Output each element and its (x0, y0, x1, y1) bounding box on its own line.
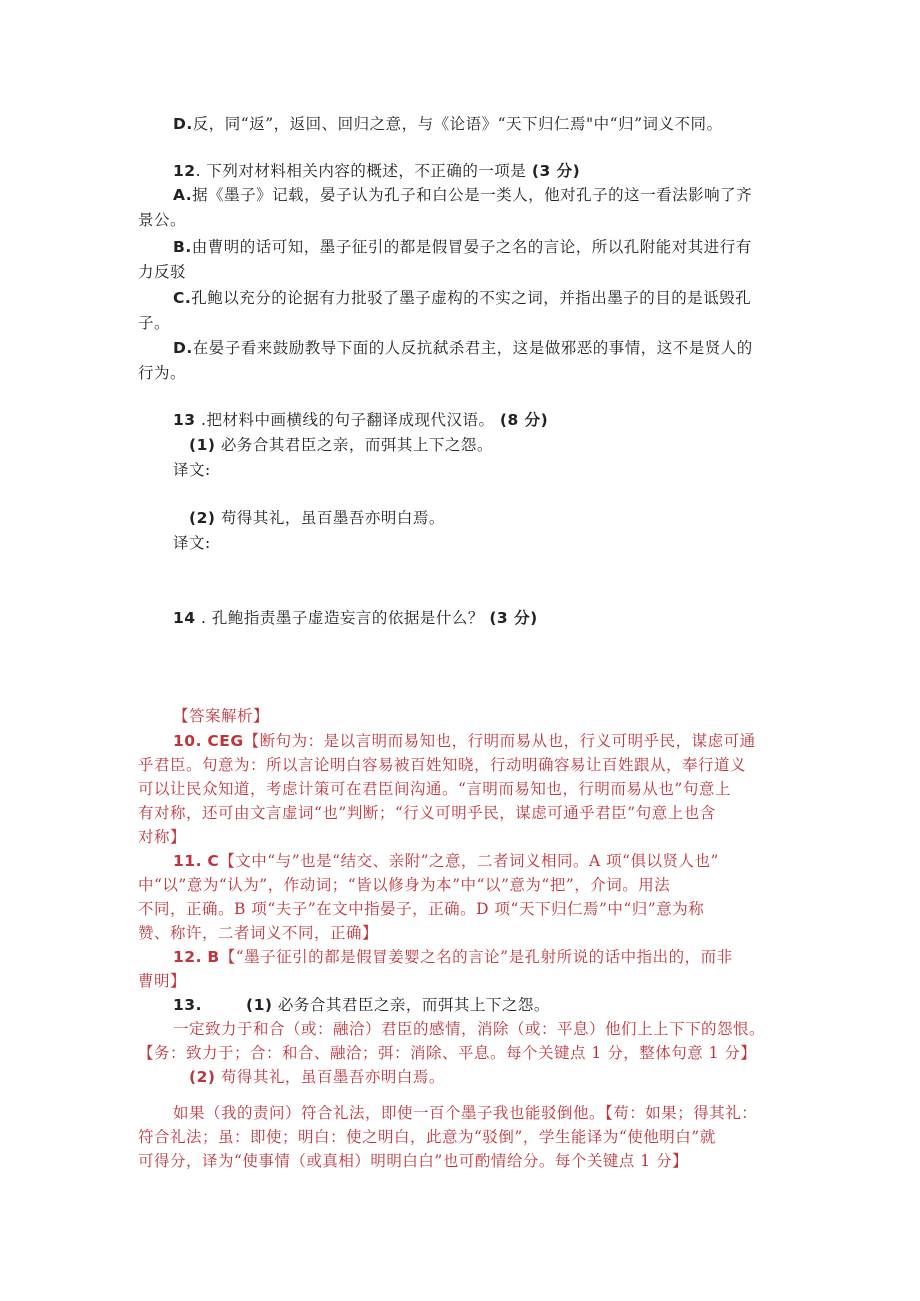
q13-item-2 (189, 506, 445, 530)
q13-stem (173, 408, 548, 432)
answer-code: C (207, 852, 220, 870)
question-number: 13 (173, 411, 196, 429)
q13-item-1 (189, 433, 493, 457)
option-text: 反，同“返”，返回、回归之意，与《论语》“天下归仁焉"中“归”词义不同。 (192, 115, 723, 133)
q12-option-a (173, 183, 752, 207)
answer-number: 13. (173, 996, 202, 1014)
answer-13-item-1 (246, 993, 550, 1017)
item-text: 苟得其礼，虽百墨吾亦明白焉。 (220, 509, 445, 527)
option-text: 在晏子看来鼓励教导下面的人反抗弑杀君主，这是做邪恶的事情，这不是贤人的 (192, 339, 753, 357)
answer-12 (173, 945, 733, 969)
answer-number: 10. (173, 732, 202, 750)
answer-number: 12. (173, 948, 202, 966)
item-number: (1) (246, 996, 273, 1014)
answer-13-item-2 (189, 1065, 445, 1089)
q12-option-c (173, 286, 751, 310)
q12-option-c-cont: 子。 (138, 314, 171, 332)
answer-10-line-4: 有对称，还可由文言虚词“也”判断；“行义可明乎民，谋虑可通乎君臣”句意上也含 (138, 804, 716, 822)
answer-10-line-3: 可以让民众知道，考虑计策可在君臣间沟通。“言明而易知也，行明而易从也”句意上 (138, 780, 731, 798)
answer-10-line-2: 乎君臣。句意为：所以言论明白容易被百姓知晓，行动明确容易让百姓跟从，奉行道义 (138, 756, 747, 774)
answer-line: 【文中“与”也是“结交、亲附”之意，二者词义相同。A 项“俱以贤人也” (219, 852, 719, 870)
q11-option-d (173, 112, 723, 136)
answer-code: CEG (207, 732, 244, 750)
answer-11-line-2: 中“以”意为“认为”，作动词；“皆以修身为本”中“以”意为“把”，介词。用法 (138, 876, 671, 894)
answer-line: 【断句为：是以言明而易知也，行明而易从也，行义可明乎民，谋虑可通 (243, 732, 756, 750)
answer-10-line-5: 对称】 (138, 828, 187, 846)
question-text: . 下列对材料相关内容的概述，不正确的一项是 (195, 162, 527, 180)
option-text: 由曹明的话可知，墨子征引的都是假冒晏子之名的言论，所以孔附能对其进行有 (191, 238, 752, 256)
option-label: A. (173, 186, 193, 204)
answer-10 (173, 729, 756, 753)
option-label: D. (173, 339, 193, 357)
answer-13-item-1-scoring: 【务：致力于；合：和合、融洽；弭：消除、平息。每个关键点 1 分，整体句意 1 分】 (138, 1044, 757, 1062)
answer-13-item-1-translation: 一定致力于和合（或：融洽）君臣的感情，消除（或：平息）他们上上下下的怨恨。 (173, 1020, 766, 1038)
question-score: (3 分) (531, 162, 581, 180)
question-text: . 孔鲍指责墨子虚造妄言的依据是什么？ (201, 609, 484, 627)
answer-11-line-4: 赞、称许，二者词义不同，正确】 (138, 924, 379, 942)
q12-option-d-cont: 行为。 (138, 364, 187, 382)
question-number: 12 (173, 162, 196, 180)
answers-heading: 【答案解析】 (173, 707, 270, 725)
q13-item-2-answer-label: 译文: (173, 534, 211, 552)
answer-13 (173, 993, 202, 1017)
q12-option-b-cont: 力反驳 (138, 263, 187, 281)
item-text: 必务合其君臣之亲，而弭其上下之怨。 (277, 996, 550, 1014)
item-text: 苟得其礼，虽百墨吾亦明白焉。 (220, 1068, 445, 1086)
option-label: D. (173, 115, 193, 133)
answer-11-line-3: 不同，正确。B 项“夫子”在文中指晏子，正确。D 项“天下归仁焉”中“归”意为称 (138, 900, 705, 918)
option-label: B. (173, 238, 192, 256)
answer-line: 【“墨子征引的都是假冒姜婴之名的言论”是孔射所说的话中指出的，而非 (219, 948, 733, 966)
answer-13-item-2-line-1: 如果（我的责问）符合礼法，即使一百个墨子我也能驳倒他。【苟：如果；得其礼： (173, 1104, 758, 1122)
item-number: (1) (189, 436, 216, 454)
item-number: (2) (189, 1068, 216, 1086)
q12-stem (173, 159, 580, 183)
answer-code: B (207, 948, 220, 966)
question-text: .把材料中画横线的句子翻译成现代汉语。 (201, 411, 495, 429)
q13-item-1-answer-label: 译文: (173, 461, 211, 479)
q12-option-b (173, 235, 752, 259)
question-score: (3 分) (489, 609, 538, 627)
answer-11 (173, 849, 719, 873)
item-number: (2) (189, 509, 216, 527)
q14-stem (173, 606, 538, 630)
answer-number: 11. (173, 852, 202, 870)
option-text: 孔鲍以充分的论据有力批驳了墨子虚构的不实之词，并指出墨子的目的是诋毁孔 (191, 289, 752, 307)
option-label: C. (173, 289, 192, 307)
answer-13-item-2-line-2: 符合礼法；虽：即使；明白：使之明白，此意为“驳倒”，学生能译为“使他明白”就 (138, 1128, 716, 1146)
answer-13-item-2-line-3: 可得分，译为“使事情（或真相）明明白白”也可酌情给分。每个关键点 1 分】 (138, 1152, 689, 1170)
option-text: 据《墨子》记载，晏子认为孔子和白公是一类人，他对孔子的这一看法影响了齐 (192, 186, 753, 204)
answer-12-line-2: 曹明】 (138, 972, 187, 990)
q12-option-d (173, 336, 753, 360)
item-text: 必务合其君臣之亲，而弭其上下之怨。 (220, 436, 493, 454)
q12-option-a-cont: 景公。 (138, 211, 187, 229)
question-score: (8 分) (499, 411, 549, 429)
question-number: 14 (173, 609, 196, 627)
